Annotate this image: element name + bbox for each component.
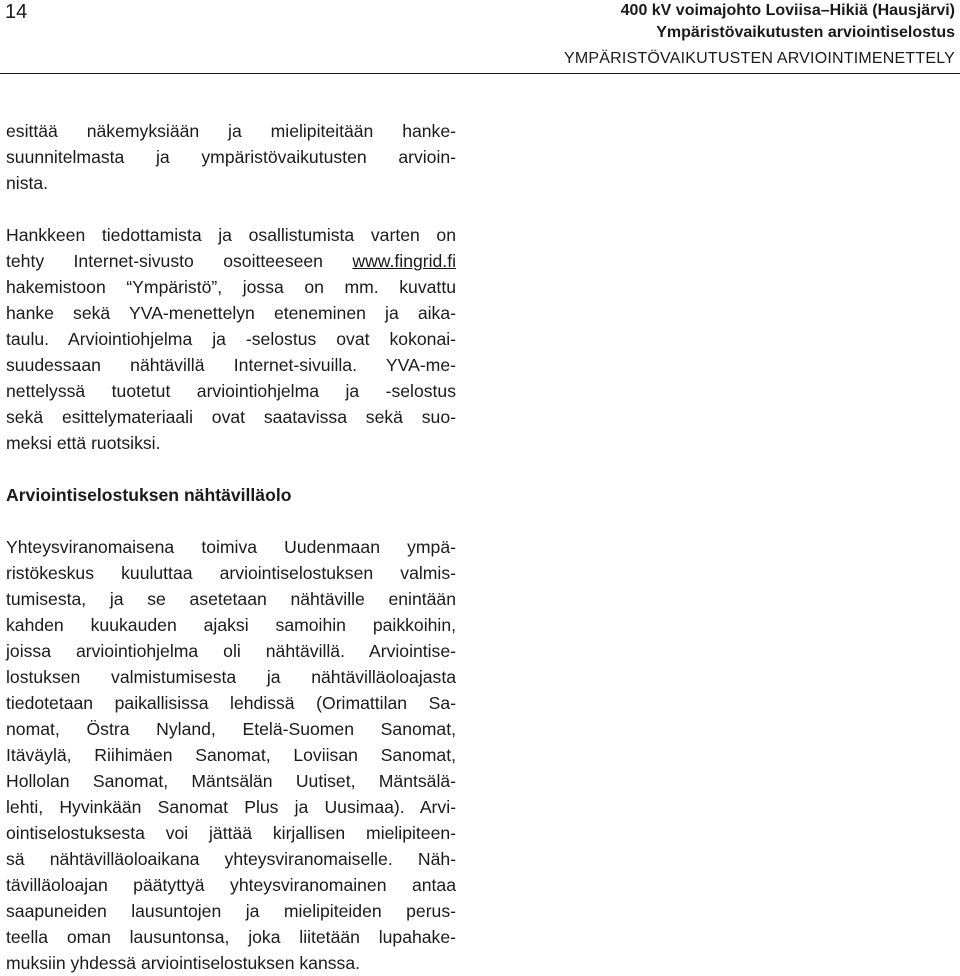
text-line: ointiselostuksesta voi jättää kirjallisen mielipiteen- [6,823,456,843]
text-line: Yhteysviranomaisena toimiva Uudenmaan ympä- [6,537,456,557]
text-line: muksiin yhdessä arviointiselostuksen kanssa. [6,953,360,973]
text-line: tävilläoloajan päätyttyä yhteysviranomainen antaa [6,875,456,895]
header-title-line1: 400 kV voimajohto Loviisa–Hikiä (Hausjärvi) [620,2,955,19]
text-line: saapuneiden lausuntojen ja mielipiteiden perus- [6,901,456,921]
text-line: suunnitelmasta ja ympäristövaikutusten arvioin- [6,147,456,167]
running-header [564,0,955,70]
text-line: hanke sekä YVA-menettelyn eteneminen ja aika- [6,303,456,323]
text-fragment: tehty Internet-sivusto osoitteeseen [6,251,353,271]
text-line: lostuksen valmistumisesta ja nähtävilläoloajasta [6,667,456,687]
text-line-with-link [6,248,456,274]
text-line: kahden kuukauden ajaksi samoihin paikkoihin, [6,615,456,635]
header-title-line2: Ympäristövaikutusten arviointiselostus [656,24,955,41]
page-number: 14 [5,1,28,23]
text-line: Hankkeen tiedottamista ja osallistumista varten on [6,225,456,245]
text-column [6,118,456,976]
text-line: suudessaan nähtävillä Internet-sivuilla. YVA-me- [6,355,456,375]
text-line: lehti, Hyvinkään Sanomat Plus ja Uusimaa). Arvi- [6,797,456,817]
section-heading: Arviointiselostuksen nähtävilläolo [6,485,292,505]
text-line: ristökeskus kuuluttaa arviointiselostuksen valmis- [6,563,456,583]
text-line: tiedotetaan paikallisissa lehdissä (Orimattilan Sa- [6,693,456,713]
text-line: meksi että ruotsiksi. [6,433,161,453]
text-line: sä nähtävilläoloaikana yhteysviranomaiselle. Näh- [6,849,456,869]
text-line: esittää näkemyksiään ja mielipiteitään hanke- [6,121,456,141]
text-line: tumisesta, ja se asetetaan nähtäville enintään [6,589,456,609]
info-paragraph [6,222,456,456]
text-line: sekä esittelymateriaali ovat saatavissa sekä suo- [6,407,456,427]
text-line: hakemistoon “Ympäristö”, jossa on mm. kuvattu [6,277,456,297]
text-line: nista. [6,173,49,193]
section-paragraph [6,534,456,976]
text-line: Itäväylä, Riihimäen Sanomat, Loviisan Sanomat, [6,745,456,765]
text-line: teella oman lausuntonsa, joka liitetään lupahake- [6,927,456,947]
fingrid-link[interactable]: www.fingrid.fi [352,251,456,271]
text-line: nomat, Östra Nyland, Etelä-Suomen Sanomat, [6,719,456,739]
text-line: taulu. Arviointiohjelma ja -selostus ovat kokonai- [6,329,456,349]
header-divider [0,73,960,74]
text-line: joissa arviointiohjelma oli nähtävillä. Arviointise- [6,641,456,661]
text-line: Hollolan Sanomat, Mäntsälän Uutiset, Mäntsälä- [6,771,456,791]
header-section: YMPÄRISTÖVAIKUTUSTEN ARVIOINTIMENETTELY [564,50,955,67]
intro-paragraph [6,118,456,196]
text-line: nettelyssä tuotetut arviointiohjelma ja -selostus [6,381,456,401]
